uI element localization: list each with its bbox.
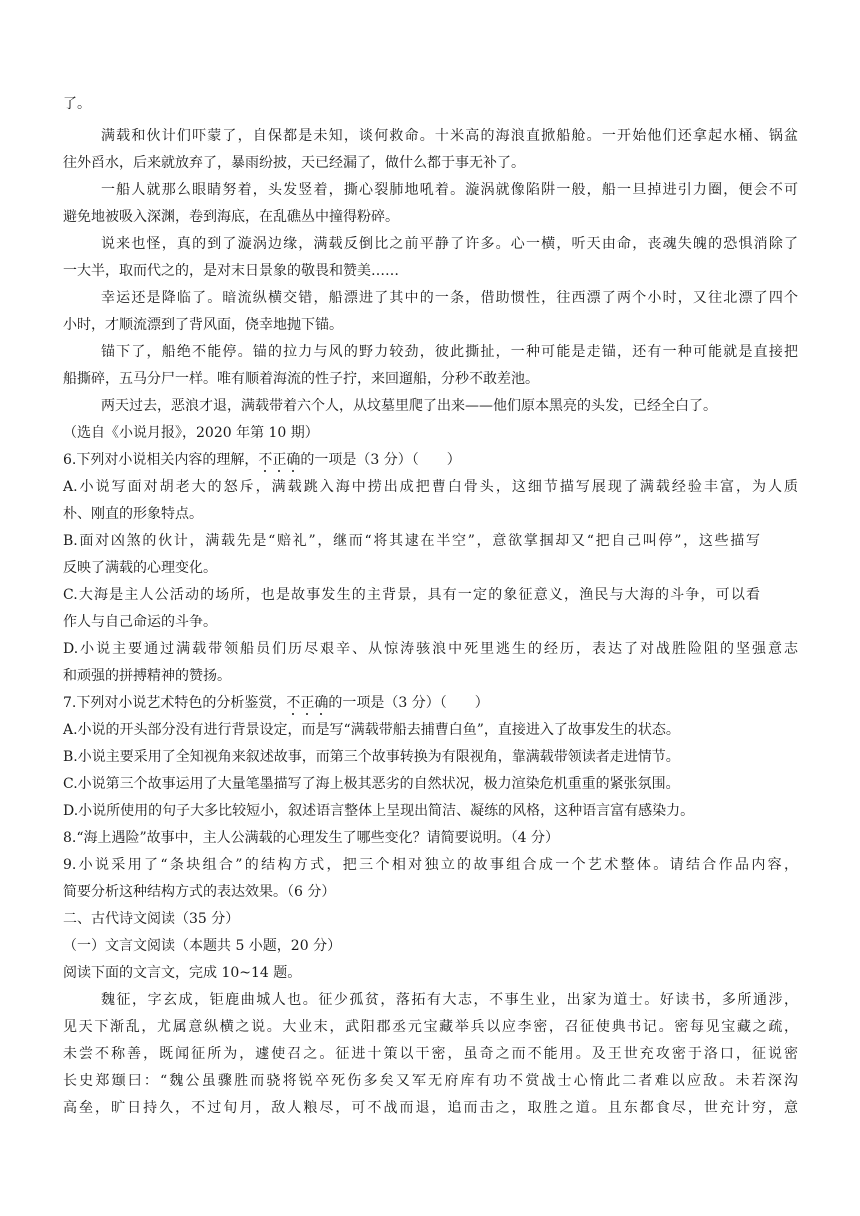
text-line: 简要分析这种结构方式的表达效果。（6 分） xyxy=(63,884,336,900)
classical-text-line: 高垒，旷日持久，不过旬月，敌人粮尽，可不战而退，追而击之，取胜之道。且东都食尽，世充计穷，意 xyxy=(63,1100,798,1116)
text-line: 了。 xyxy=(63,96,91,112)
text-line: 满载和伙计们吓蒙了，自保都是未知，谈何救命。十米高的海浪直掀船舱。一开始他们还拿起水桶、锅盆 xyxy=(101,128,798,144)
option-a: A.小说写面对胡老大的怒斥，满载跳入海中捞出成把曹白骨头，这细节描写展现了满载经验丰富，为人质 xyxy=(63,479,798,495)
text-line: 锚下了，船绝不能停。锚的拉力与风的野力较劲，彼此撕扯，一种可能是走锚，还有一种可能就是直接把 xyxy=(101,344,798,360)
question-7-stem: 7.下列对小说艺术特色的分析鉴赏， xyxy=(63,695,287,711)
source-note: （选自《小说月报》，2020 年第 10 期） xyxy=(63,425,319,441)
option-d: D.小说主要通过满载带领船员们历尽艰辛、从惊涛骇浪中死里逃生的经历，表达了对战胜险阻的坚强意志 xyxy=(63,641,798,657)
section-heading: 二、古代诗文阅读（35 分） xyxy=(63,911,240,927)
question-6 xyxy=(63,451,798,469)
text-line: 朴、刚直的形象特点。 xyxy=(63,506,203,522)
question-6-tail: 的一项是（3 分）（ ） xyxy=(300,452,461,468)
text-line: 说来也怪，真的到了漩涡边缘，满载反倒比之前平静了许多。心一横，听天由命，丧魂失魄的恐惧消除了 xyxy=(101,236,798,252)
emphasis-char: 确 xyxy=(286,452,301,468)
question-8: 8.“海上遇险”故事中，主人公满载的心理发生了哪些变化？请简要说明。（4 分） xyxy=(63,830,560,846)
text-line: 作人与自己命运的斗争。 xyxy=(63,614,217,630)
question-6-stem: 6.下列对小说相关内容的理解， xyxy=(63,452,259,468)
option-b: B.面对凶煞的伙计，满载先是“赔礼”，继而“将其逮在半空”，意欲掌掴却又“把自己叫停”，这些描写 xyxy=(63,533,760,549)
classical-text-line: 长史郑颋曰：“魏公虽骤胜而骁将锐卒死伤多矣又军无府库有功不赏战士心惰此二者难以应敌。未若深沟 xyxy=(63,1073,798,1089)
classical-text-line: 见天下渐乱，尤属意纵横之说。大业末，武阳郡丞元宝藏举兵以应李密，召征使典书记。密每见宝藏之疏， xyxy=(63,1019,798,1035)
classical-text-line: 未尝不称善，既闻征所为，遽使召之。征进十策以干密，虽奇之而不能用。及王世充攻密于洛口，征说密 xyxy=(63,1046,798,1062)
emphasis-char: 正 xyxy=(272,452,287,468)
question-9: 9.小说采用了“条块组合”的结构方式，把三个相对独立的故事组合成一个艺术整体。请结合作品内容， xyxy=(63,857,798,873)
option-c: C.大海是主人公活动的场所，也是故事发生的主背景，具有一定的象征意义，渔民与大海的斗争，可以看 xyxy=(63,587,760,603)
emphasis-char: 确 xyxy=(314,695,329,711)
text-line: 两天过去，恶浪才退，满载带着六个人，从坟墓里爬了出来——他们原本黑亮的头发，已经全白了。 xyxy=(101,398,717,414)
option-a: A.小说的开头部分没有进行背景设定，而是写“满载带船去捕曹白鱼”，直接进入了故事发生的状态。 xyxy=(63,722,680,738)
instruction: 阅读下面的文言文，完成 10~14 题。 xyxy=(63,965,302,981)
text-line: 避免地被吸入深渊，卷到海底，在乱礁丛中撞得粉碎。 xyxy=(63,209,399,225)
text-line: 反映了满载的心理变化。 xyxy=(63,560,217,576)
subsection-heading: （一）文言文阅读（本题共 5 小题，20 分） xyxy=(63,938,342,954)
text-line: 船撕碎，五马分尸一样。唯有顺着海流的性子拧，来回遛船，分秒不敢差池。 xyxy=(63,371,539,387)
option-b: B.小说主要采用了全知视角来叙述故事，而第三个故事转换为有限视角，靠满载带领读者走进情节。 xyxy=(63,749,680,765)
option-d: D.小说所使用的句子大多比较短小，叙述语言整体上呈现出简洁、凝练的风格，这种语言富有感染力。 xyxy=(63,803,695,819)
emphasis-char: 不 xyxy=(258,452,273,468)
text-line: 一大半，取而代之的，是对末日景象的敬畏和赞美…… xyxy=(63,263,399,279)
text-line: 往外舀水，后来就放弃了，暴雨纷披，天已经漏了，做什么都于事无补了。 xyxy=(63,155,525,171)
emphasis-char: 正 xyxy=(300,695,315,711)
question-7 xyxy=(63,694,798,712)
text-line: 一船人就那么眼睛努着，头发竖着，撕心裂肺地吼着。漩涡就像陷阱一般，船一旦掉进引力圈，便会不可 xyxy=(101,182,798,198)
option-c: C.小说第三个故事运用了大量笔墨描写了海上极其恶劣的自然状况，极力渲染危机重重的紧张氛围。 xyxy=(63,776,680,792)
text-line: 和顽强的拼搏精神的赞扬。 xyxy=(63,668,231,684)
text-line: 小时，才顺流漂到了背风面，侥幸地抛下锚。 xyxy=(63,317,343,333)
question-7-tail: 的一项是（3 分）（ ） xyxy=(328,695,489,711)
emphasis-char: 不 xyxy=(286,695,301,711)
text-line: 幸运还是降临了。暗流纵横交错，船漂进了其中的一条，借助惯性，往西漂了两个小时，又往北漂了四个 xyxy=(101,290,798,306)
classical-text-line: 魏征，字玄成，钜鹿曲城人也。征少孤贫，落拓有大志，不事生业，出家为道士。好读书，多所通涉， xyxy=(101,992,798,1008)
